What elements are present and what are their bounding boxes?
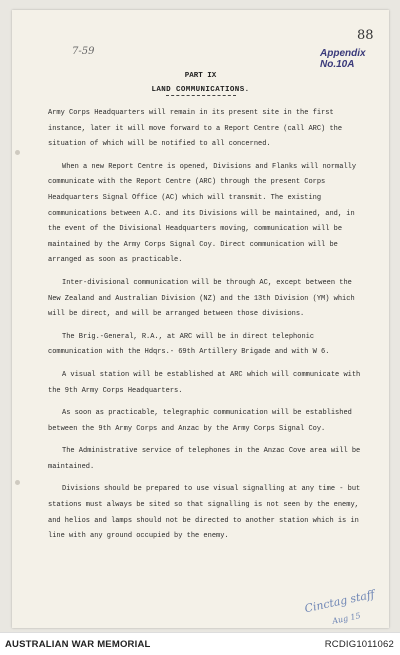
title-underline [166, 95, 236, 96]
paragraph: Divisions should be prepared to use visual signalling at any time - but stations must always be sited so that signalling is not seen by the enemy, and helios and lamps should not be directed to another station which is in line with any ground occupied by the enemy. [48, 485, 361, 541]
punch-hole [15, 480, 20, 485]
paragraph: When a new Report Centre is opened, Divisions and Flanks will normally communicate with the Report Centre (ARC) through the present Corps Headquarters Signal Office (AC) which will transmit. The existing communications between A.C. and its Divisions will be maintained, and, in the event of the Divisional Headquarters moving, communication will be maintained by the Army Corps Signal Coy. Direct communication will be arranged as soon as practicable. [48, 162, 357, 265]
paragraph: Army Corps Headquarters will remain in its present site in the first instance, later it will move forward to a Report Centre (call ARC) the situation of which will be notified to all concerned. [48, 109, 343, 149]
archive-footer [0, 632, 400, 655]
pencil-annotation: 7-59 [72, 46, 95, 57]
punch-hole [15, 150, 20, 155]
body-text [48, 106, 368, 552]
archive-id: RCDIG1011062 [324, 639, 394, 650]
page-number: 88 [357, 28, 374, 43]
handwritten-note: Cinctag staff [303, 587, 376, 616]
handwritten-note-date: Aug 15 [331, 611, 362, 626]
archive-name: AUSTRALIAN WAR MEMORIAL [5, 639, 151, 650]
document-page [12, 10, 389, 628]
paragraph: The Brig.-General, R.A., at ARC will be in direct telephonic communication with the Hdqrs.- 69th Artillery Brigade and with W 6. [48, 332, 330, 357]
paragraph: As soon as practicable, telegraphic communication will be established between the 9th Army Corps and Anzac by the Army Corps Signal Coy. [48, 409, 352, 433]
paragraph: The Administrative service of telephones in the Anzac Cove area will be maintained. [48, 447, 361, 471]
section-title-text: LAND COMMUNICATIONS. [151, 86, 250, 94]
paragraph: A visual station will be established at ARC which will communicate with the 9th Army Corps Headquarters. [48, 370, 361, 395]
appendix-stamp: Appendix No.10A [320, 48, 366, 70]
part-title: PART IX [184, 72, 217, 80]
section-title [12, 86, 389, 96]
paragraph: Inter-divisional communication will be through AC, except between the New Zealand and Australian Division (NZ) and the 13th Division (YM) which will be direct, and will be arranged between those divisions. [48, 278, 355, 319]
